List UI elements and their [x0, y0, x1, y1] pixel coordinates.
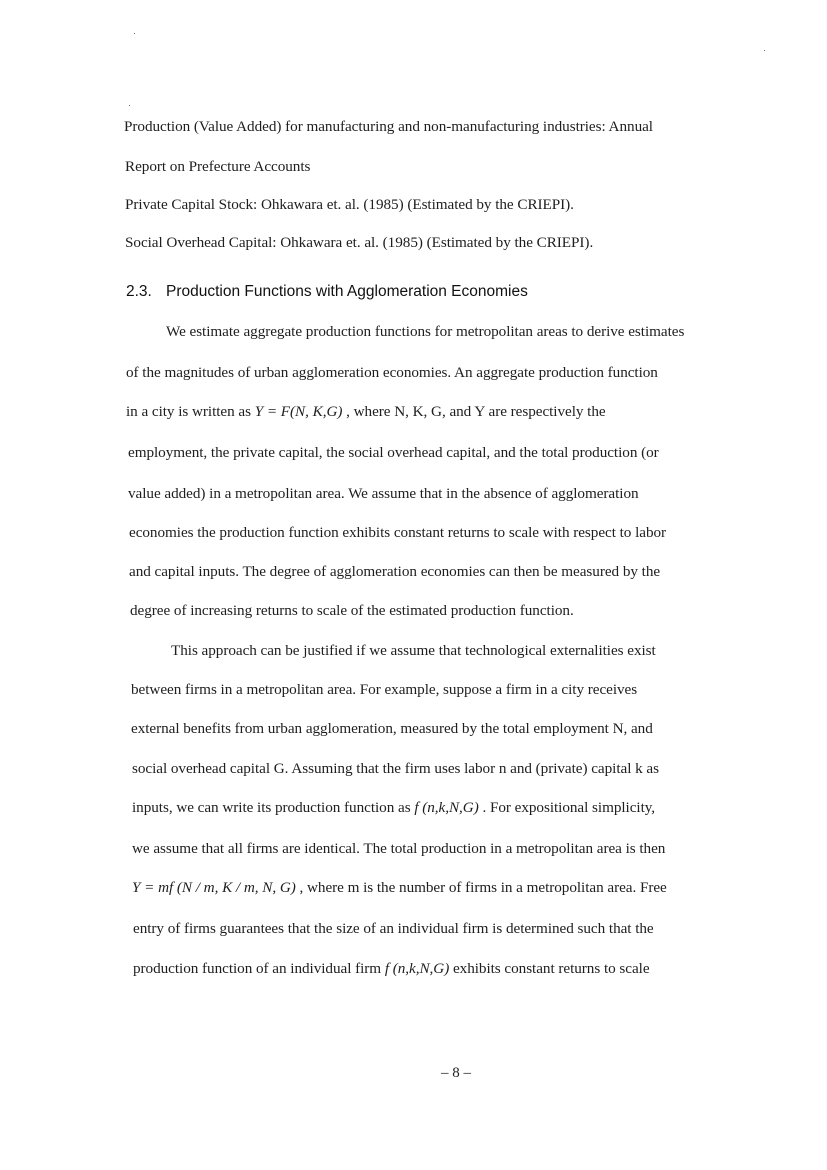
math-formula: Y = F(N, K,G)	[254, 403, 343, 420]
math-formula: f (n,k,N,G)	[414, 799, 479, 816]
section-number: 2.3.	[126, 283, 152, 300]
text-line: between firms in a metropolitan area. For example, suppose a firm in a city receives	[131, 681, 638, 698]
text-line: and capital inputs. The degree of agglomeration economies can then be measured by the	[129, 563, 661, 580]
text-line: we assume that all firms are identical. The total production in a metropolitan area is then	[132, 840, 666, 857]
text-span: exhibits constant returns to scale	[449, 960, 650, 977]
math-formula: Y = mf (N / m, K / m, N, G)	[132, 879, 296, 896]
source-line: Production (Value Added) for manufacturing and non-manufacturing industries: Annual	[124, 118, 653, 135]
text-span: production function of an individual firm	[133, 960, 385, 977]
source-line: Report on Prefecture Accounts	[125, 158, 311, 175]
text-line: social overhead capital G. Assuming that the firm uses labor n and (private) capital k as	[132, 760, 659, 777]
text-span: , where m is the number of firms in a metropolitan area. Free	[295, 879, 667, 896]
text-line: We estimate aggregate production functions for metropolitan areas to derive estimates	[166, 323, 685, 340]
text-span: inputs, we can write its production function as	[132, 799, 415, 816]
scan-speck	[764, 50, 765, 51]
text-span: . For expositional simplicity,	[478, 799, 656, 816]
text-line	[133, 959, 650, 979]
scan-speck	[134, 33, 135, 34]
page-number: – 8 –	[441, 1065, 471, 1081]
text-line: external benefits from urban agglomeration, measured by the total employment N, and	[131, 720, 653, 737]
section-heading	[126, 282, 528, 302]
text-line	[126, 402, 606, 422]
text-line: economies the production function exhibits constant returns to scale with respect to labor	[129, 524, 667, 541]
text-line: entry of firms guarantees that the size of an individual firm is determined such that the	[133, 920, 654, 937]
text-line: employment, the private capital, the social overhead capital, and the total production (or	[128, 444, 659, 461]
text-span: , where N, K, G, and Y are respectively the	[342, 403, 606, 420]
math-formula: f (n,k,N,G)	[384, 960, 450, 977]
text-span: in a city is written as	[126, 403, 255, 420]
section-title: Production Functions with Agglomeration Economies	[166, 283, 528, 300]
text-line: degree of increasing returns to scale of the estimated production function.	[130, 602, 574, 619]
text-line: value added) in a metropolitan area. We assume that in the absence of agglomeration	[128, 485, 639, 502]
scan-speck	[129, 105, 130, 106]
text-line	[132, 878, 667, 898]
text-line: of the magnitudes of urban agglomeration economies. An aggregate production function	[126, 364, 658, 381]
text-line: This approach can be justified if we assume that technological externalities exist	[171, 642, 656, 659]
text-line	[132, 798, 655, 818]
source-line: Private Capital Stock: Ohkawara et. al. (1985) (Estimated by the CRIEPI).	[125, 196, 574, 213]
source-line: Social Overhead Capital: Ohkawara et. al. (1985) (Estimated by the CRIEPI).	[125, 234, 594, 251]
